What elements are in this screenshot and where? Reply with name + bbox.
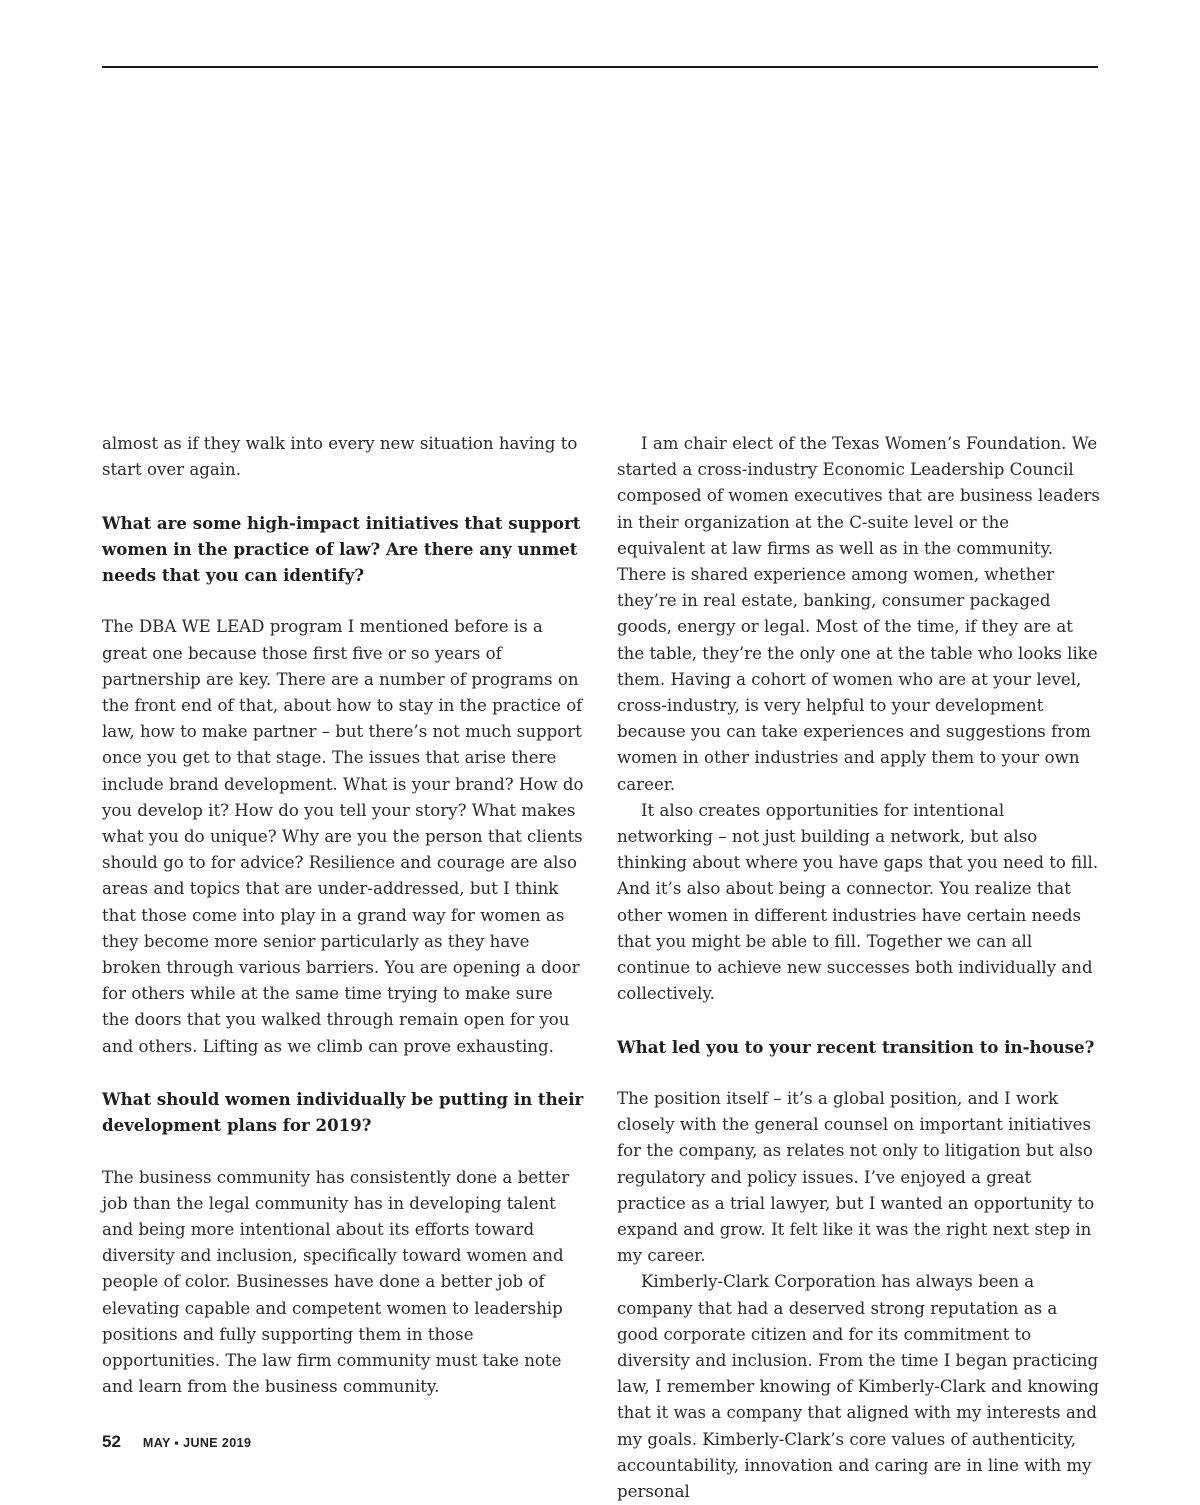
top-rule [102,66,1098,68]
paragraph: The position itself – it’s a global position, and I work closely with the general counsel on important initiatives for the company, as relates not only to litigation but also regulatory and policy issues. I’ve enjoyed a great practice as a trial lawyer, but I wanted an opportunity to expand and grow. It felt like it was the right next step in my career. [617,1089,1095,1266]
page-number: 52 [102,1432,121,1451]
right-column [617,431,1101,1505]
paragraph: It also creates opportunities for intentional networking – not just building a network, but also thinking about where you have gaps that you need to fill. And it’s also about being a connector. You realize that other women in different industries have certain needs that you might be able to fill. Together we can all continue to achieve new successes both individually and collectively. [617,800,1099,1004]
page-footer [102,1432,251,1452]
paragraph: The business community has consistently done a better job than the legal community has in developing talent and being more intentional about its efforts toward diversity and inclusion, specifically toward women and people of color. Businesses have done a better job of elevating capable and competent women to leadership positions and fully supporting them in those opportunities. The law firm community must take note and learn from the business community. [102,1167,570,1397]
issue-date: MAY ▪ JUNE 2019 [142,1436,252,1450]
paragraph: Kimberly-Clark Corporation has always been a company that had a deserved strong reputation as a good corporate citizen and for its commitment to diversity and inclusion. From the time I began practicing law, I remember knowing of Kimberly-Clark and knowing that it was a company that aligned with my interests and my goals. Kimberly-Clark’s core values of authenticity, accountability, innovation and caring are in line with my personal [617,1272,1100,1502]
question-heading: What are some high-impact initiatives that support women in the practice of law? Are there any unmet needs that you can identify? [102,512,581,585]
question-heading: What should women individually be putting in their development plans for 2019? [102,1089,584,1136]
question-heading: What led you to your recent transition to in-house? [617,1036,1095,1057]
paragraph: almost as if they walk into every new situation having to start over again. [102,434,578,480]
paragraph: I am chair elect of the Texas Women’s Foundation. We started a cross-industry Economic Leadership Council composed of women executives that are business leaders in their organization at the C-suite level or the equivalent at law firms as well as in the community. There is shared experience among women, whether they’re in real estate, banking, consumer packaged goods, energy or legal. Most of the time, if they are at the table, they’re the only one at the table who looks like them. Having a cohort of women who are at your level, cross-industry, is very helpful to your development because you can take experiences and suggestions from women in other industries and apply them to your own career. [617,434,1100,794]
paragraph: The DBA WE LEAD program I mentioned before is a great one because those first five or so years of partnership are key. There are a number of programs on the front end of that, about how to stay in the practice of law, how to make partner – but there’s not much support once you get to that stage. The issues that arise there include brand development. What is your brand? How do you develop it? How do you tell your story? What makes what you do unique? Why are you the person that clients should go to for advice? Resilience and courage are also areas and topics that are under-addressed, but I think that those come into play in a grand way for women as they become more senior particularly as they have broken through various barriers. You are opening a door for others while at the same time trying to make sure the doors that you walked through remain open for you and others. Lifting as we climb can prove exhausting. [102,617,584,1056]
left-column [102,431,584,1400]
